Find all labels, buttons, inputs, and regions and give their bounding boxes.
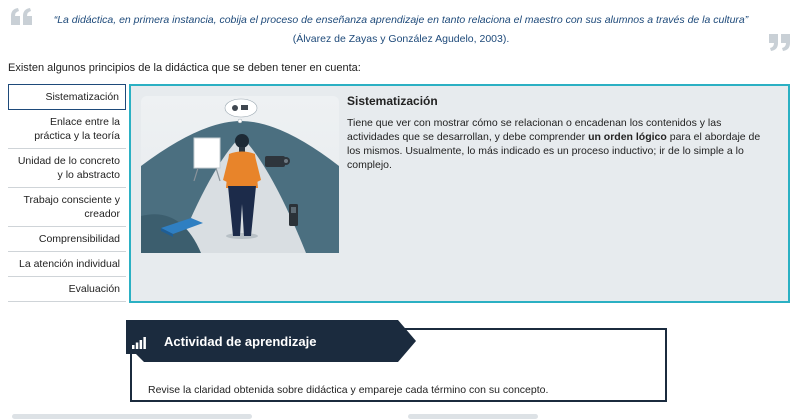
tab-trabajo-consciente-creador[interactable]: Trabajo consciente y creador: [8, 188, 126, 227]
bottom-scroll-hint-left: [12, 414, 252, 419]
signal-bars-icon: [132, 337, 146, 349]
panel-body: [347, 116, 767, 172]
quote-citation: (Álvarez de Zayas y González Agudelo, 2003).: [292, 33, 510, 45]
tab-evaluacion[interactable]: Evaluación: [8, 277, 126, 302]
tab-enlace-practica-teoria[interactable]: Enlace entre la práctica y la teoría: [8, 110, 126, 149]
panel-body-part1: Tiene que ver con mostrar cómo se relacionan o encadenan los contenidos y las actividades que se desarrollan, y debe comprender: [347, 117, 722, 143]
tab-atencion-individual[interactable]: La atención individual: [8, 252, 126, 277]
activity-instructions: Revise la claridad obtenida sobre didáctica y empareje cada término con su concepto.: [148, 384, 549, 396]
panel-title: Sistematización: [347, 94, 438, 108]
intro-text: Existen algunos principios de la didáctica que se deben tener en cuenta:: [8, 62, 361, 74]
tab-comprensibilidad[interactable]: Comprensibilidad: [8, 227, 126, 252]
tab-sistematizacion[interactable]: Sistematización: [8, 84, 126, 110]
learning-activity-card: [126, 320, 667, 402]
activity-title: Actividad de aprendizaje: [164, 334, 317, 349]
bottom-scroll-hint-right: [408, 414, 538, 419]
tab-content-panel: [129, 84, 790, 303]
close-quote-icon: [766, 33, 792, 53]
quote-text: “La didáctica, en primera instancia, cobija el proceso de enseñanza aprendizaje en tanto relaciona el maestro con sus alumnos a través de la cultura”: [53, 14, 749, 26]
principles-tab-list: [8, 84, 126, 302]
panel-body-part2: para el abordaje de los mismos. Usualmente, lo más indicado es un proceso inductivo; ir de lo simple a lo complejo.: [347, 131, 761, 171]
tab-unidad-concreto-abstracto[interactable]: Unidad de lo concreto y lo abstracto: [8, 149, 126, 188]
panel-body-emphasis: un orden lógico: [588, 131, 667, 143]
open-quote-icon: [9, 6, 35, 26]
teacher-illustration: [141, 96, 339, 253]
